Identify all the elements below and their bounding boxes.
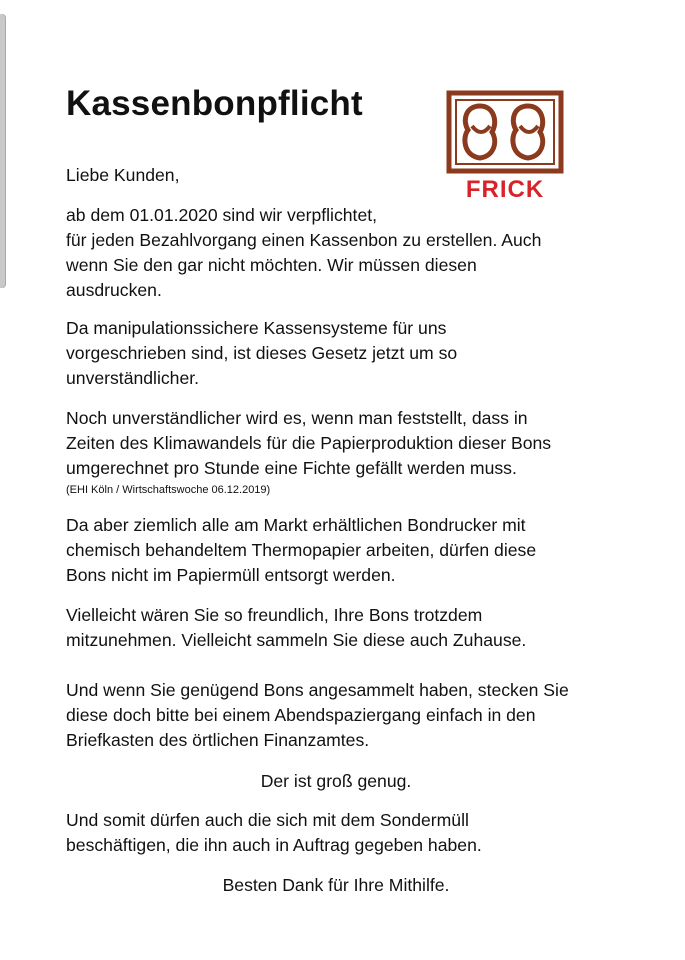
paragraph-line: ab dem 01.01.2020 sind wir verpflichtet, [66,205,378,225]
paragraph-line: Da manipulationssichere Kassensysteme für uns [66,318,447,338]
paragraph-line: Noch unverständlicher wird es, wenn man feststellt, dass in [66,408,528,428]
paragraph-line: Und wenn Sie genügend Bons angesammelt haben, stecken Sie [66,680,569,700]
paragraph-4 [66,513,606,588]
paragraph-line: wenn Sie den gar nicht möchten. Wir müssen diesen [66,255,477,275]
paragraph-line: Vielleicht wären Sie so freundlich, Ihre Bons trotzdem [66,605,483,625]
paragraph-2 [66,316,606,391]
source-citation: (EHI Köln / Wirtschaftswoche 06.12.2019) [66,484,271,496]
paragraph-line: Briefkasten des örtlichen Finanzamtes. [66,730,370,750]
paragraph-line: umgerechnet pro Stunde eine Fichte gefällt werden muss. [66,458,517,478]
page-title: Kassenbonpflicht [66,84,363,123]
paragraph-line: für jeden Bezahlvorgang einen Kassenbon zu erstellen. Auch [66,230,542,250]
greeting: Liebe Kunden, [66,165,180,185]
logo-brand-text: FRICK [465,176,545,203]
paragraph-line: chemisch behandeltem Thermopapier arbeiten, dürfen diese [66,540,537,560]
paragraph-6 [66,678,606,753]
paragraph-5 [66,603,606,653]
paragraph-1 [66,203,606,303]
paragraph-line: diese doch bitte bei einem Abendspaziergang einfach in den [66,705,536,725]
paragraph-line: Bons nicht im Papiermüll entsorgt werden. [66,565,396,585]
paragraph-line: Da aber ziemlich alle am Markt erhältlichen Bondrucker mit [66,515,526,535]
closing-line: Besten Dank für Ihre Mithilfe. [222,875,450,895]
paragraph-line: Und somit dürfen auch die sich mit dem Sondermüll [66,810,469,830]
paragraph-3 [66,406,606,497]
paragraph-line: vorgeschrieben sind, ist dieses Gesetz jetzt um so [66,343,458,363]
paragraph-7: Der ist groß genug. [260,771,412,791]
paragraph-line: mitzunehmen. Vielleicht sammeln Sie diese auch Zuhause. [66,630,527,650]
paragraph-line: unverständlicher. [66,368,200,388]
paragraph-8 [66,808,606,858]
paragraph-line: Zeiten des Klimawandels für die Papierproduktion dieser Bons [66,433,552,453]
paragraph-line: ausdrucken. [66,280,162,300]
paragraph-line: beschäftigen, die ihn auch in Auftrag gegeben haben. [66,835,482,855]
